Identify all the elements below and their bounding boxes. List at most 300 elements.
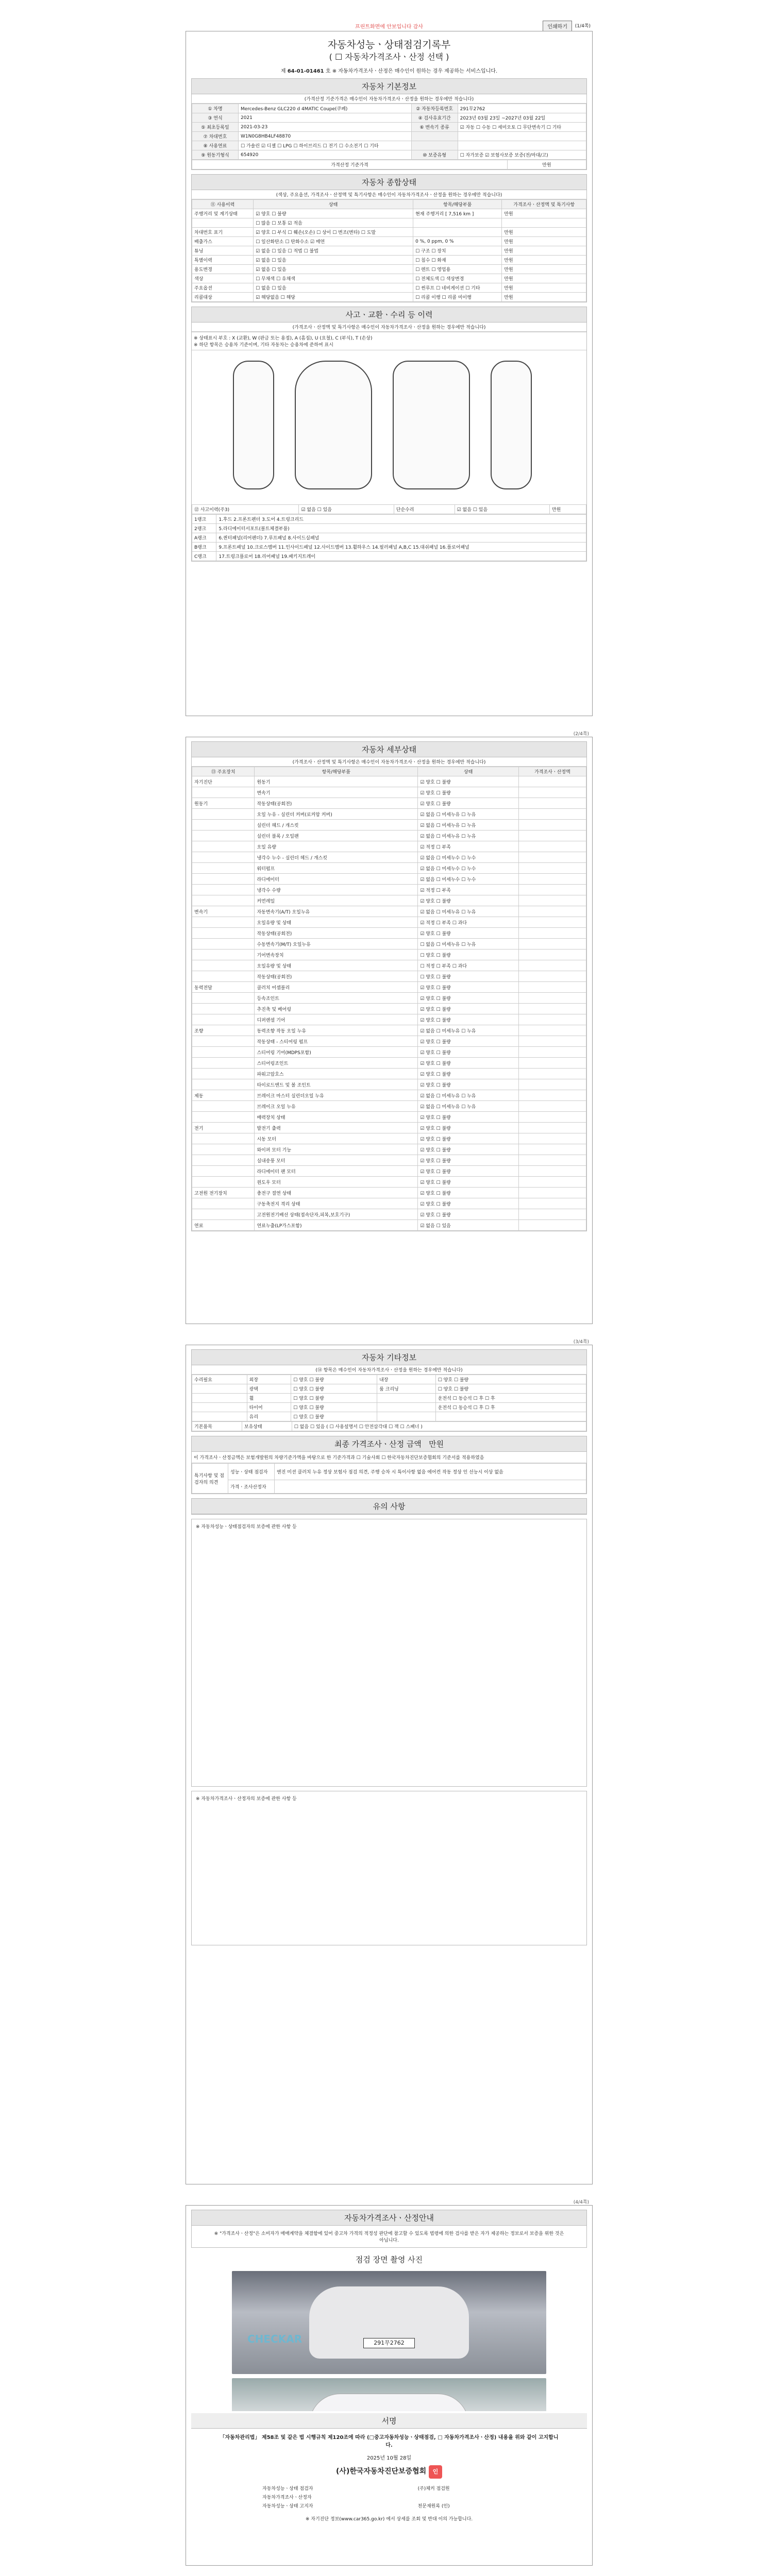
detail-title: 자동차 세부상태 xyxy=(192,742,586,757)
basic-row xyxy=(192,141,586,150)
detail-cell xyxy=(192,1133,255,1144)
summary-cell-item: ☐ 전체도색 ☐ 색상변경 xyxy=(413,274,502,283)
frame-cell: 9.프론트패널 10.크로스멤버 11.인사이드패널 12.사이드멤버 13.휠하우스 14.필러패널 A,B,C 15.대쉬패널 16.플로어패널 xyxy=(216,543,586,552)
basic-value2: 291무2762 xyxy=(458,104,586,113)
detail-price xyxy=(518,1209,586,1220)
detail-row xyxy=(192,820,586,831)
detail-price xyxy=(518,820,586,831)
detail-price xyxy=(518,1177,586,1188)
basic-key2: ⑩ 보증유형 xyxy=(411,150,458,160)
detail-cell: ☑ 양호 ☐ 불량 xyxy=(418,993,518,1004)
detail-header: ⑬ 주요장치 xyxy=(192,767,255,776)
etc-cell: ☐ 양호 ☐ 불량 xyxy=(291,1394,377,1403)
summary-cell-p: 만원 xyxy=(502,246,586,256)
car-right-side xyxy=(491,361,532,489)
detail-cell: 등속조인트 xyxy=(255,993,418,1004)
detail-cell xyxy=(192,1036,255,1047)
detail-price xyxy=(518,1004,586,1014)
detail-row xyxy=(192,1209,586,1220)
detail-cell xyxy=(192,1209,255,1220)
detail-row xyxy=(192,885,586,895)
role-row xyxy=(260,2501,518,2510)
frame-row xyxy=(192,524,586,533)
detail-cell: 시동 모터 xyxy=(255,1133,418,1144)
detail-cell: 스티어링조인트 xyxy=(255,1058,418,1069)
detail-cell: 동력조향 작동 오일 누유 xyxy=(255,1025,418,1036)
detail-price xyxy=(518,906,586,917)
basic-info-title: 자동차 기본정보 xyxy=(192,79,586,94)
summary-header-row xyxy=(192,200,586,209)
detail-price xyxy=(518,1014,586,1025)
detail-cell xyxy=(192,939,255,950)
detail-cell xyxy=(192,841,255,852)
etc-row xyxy=(192,1384,586,1394)
detail-price xyxy=(518,1058,586,1069)
detail-cell: ☑ 양호 ☐ 불량 xyxy=(418,1004,518,1014)
summary-cell-item xyxy=(413,218,502,228)
summary-cell-item xyxy=(413,228,502,237)
legend-2: ※ 하단 항목은 승용차 기준이며, 기타 자동차는 승용차에 준하여 표시 xyxy=(194,343,333,348)
detail-price xyxy=(518,787,586,798)
etc-note: (⑭ 항목은 매수인이 자동차가격조사ㆍ산정을 원하는 경우에만 적습니다) xyxy=(192,1365,586,1375)
detail-row xyxy=(192,928,586,939)
detail-row xyxy=(192,1101,586,1112)
detail-cell: 와이퍼 모터 기능 xyxy=(255,1144,418,1155)
etc-row xyxy=(192,1412,586,1421)
etc-cell: 광택 xyxy=(247,1384,291,1394)
detail-cell: 라디에이터 xyxy=(255,874,418,885)
car-top-view xyxy=(295,361,372,489)
detail-row xyxy=(192,982,586,993)
etc-table xyxy=(192,1375,586,1421)
detail-cell: 전기 xyxy=(192,1123,255,1133)
doc-subtitle: ( ☐ 자동차가격조사ㆍ산정 선택 ) xyxy=(329,52,449,62)
summary-cell-v: ☐ 많음 ☐ 보통 ☑ 적음 xyxy=(254,218,413,228)
summary-cell-p: 만원 xyxy=(502,274,586,283)
detail-cell: 작동상태(공회전) xyxy=(255,798,418,809)
detail-cell xyxy=(192,809,255,820)
frame-row xyxy=(192,533,586,543)
detail-row xyxy=(192,798,586,809)
summary-cell-p: 만원 xyxy=(502,237,586,246)
etc-cell: ☐ 양호 ☐ 불량 xyxy=(435,1384,586,1394)
detail-cell: 조향 xyxy=(192,1025,255,1036)
detail-row xyxy=(192,776,586,787)
detail-cell: 자기진단 xyxy=(192,776,255,787)
detail-cell: 브레이크 오일 누유 xyxy=(255,1101,418,1112)
summary-cell-v: ☑ 없음 ☐ 있음 xyxy=(254,256,413,265)
detail-row xyxy=(192,1112,586,1123)
detail-cell: 연료 xyxy=(192,1220,255,1231)
print-button[interactable]: 인쇄하기 xyxy=(543,21,572,31)
detail-price xyxy=(518,1155,586,1166)
doc-no: 64-01-01461 xyxy=(287,69,324,74)
detail-cell xyxy=(192,950,255,960)
summary-cell-item: ☐ 침수 ☐ 화재 xyxy=(413,256,502,265)
summary-table xyxy=(192,199,586,302)
basic-value2 xyxy=(458,141,586,150)
detail-cell: 윈도우 모터 xyxy=(255,1177,418,1188)
doc-title: 자동차성능ㆍ상태점검기록부 xyxy=(327,39,451,50)
special-a-label: 성능ㆍ상태 점검자 xyxy=(228,1464,275,1480)
detail-row xyxy=(192,1047,586,1058)
caution-box-1 xyxy=(191,1519,587,1787)
etc-cell: 타이어 xyxy=(247,1403,291,1412)
frame-cell: 6.퀸터패널(리어펜더) 7.루프패널 8.사이드실패널 xyxy=(216,533,586,543)
etc-cell xyxy=(377,1403,436,1412)
detail-cell: 냉각수 수량 xyxy=(255,885,418,895)
summary-cell-p: 만원 xyxy=(502,265,586,274)
etc-cell: 휠 xyxy=(247,1394,291,1403)
repair-label: 단순수리 xyxy=(394,505,455,514)
detail-cell: ☑ 양호 ☐ 불량 xyxy=(418,1209,518,1220)
detail-cell: 실린더 블록 / 오일팬 xyxy=(255,831,418,841)
detail-price xyxy=(518,1166,586,1177)
etc-cell xyxy=(377,1394,436,1403)
summary-cell-k: 주요옵션 xyxy=(192,283,254,293)
caution-title: 유의 사항 xyxy=(192,1499,586,1514)
detail-cell: ☑ 없음 ☐ 있음 xyxy=(418,1220,518,1231)
detail-cell: ☑ 적정 ☐ 부족 ☐ 과다 xyxy=(418,917,518,928)
final-price-header xyxy=(192,1436,586,1452)
etc-cell xyxy=(192,1394,247,1403)
detail-cell: 작동상태 - 스티어링 펌프 xyxy=(255,1036,418,1047)
detail-cell: 냉각수 누수 - 실린더 헤드 / 개스킷 xyxy=(255,852,418,863)
detail-price xyxy=(518,1079,586,1090)
summary-cell-k: 색상 xyxy=(192,274,254,283)
detail-cell xyxy=(192,1058,255,1069)
inspection-photo-1 xyxy=(232,2271,546,2374)
frame-cell: C랭크 xyxy=(192,552,216,561)
etc-row xyxy=(192,1394,586,1403)
detail-cell: ☑ 양호 ☐ 불량 xyxy=(418,1069,518,1079)
caution-section xyxy=(191,1498,587,1515)
detail-price xyxy=(518,885,586,895)
role-cell: 자동차성능ㆍ상태 고지자 xyxy=(262,2504,313,2509)
summary-cell-k xyxy=(192,218,254,228)
price-guide-title: 자동차가격조사ㆍ산정안내 xyxy=(192,2210,586,2226)
summary-header: ⑪ 사용이력 xyxy=(192,200,254,209)
summary-cell-v: ☑ 양호 ☐ 불량 xyxy=(254,209,413,218)
summary-row xyxy=(192,237,586,246)
detail-cell xyxy=(192,1079,255,1090)
detail-row xyxy=(192,1166,586,1177)
detail-cell: 동력전달 xyxy=(192,982,255,993)
detail-cell: ☑ 양호 ☐ 불량 xyxy=(418,1112,518,1123)
checkar-logo-1: CHECKAR xyxy=(247,2333,303,2345)
detail-row xyxy=(192,917,586,928)
page-3-number: (3/4쪽) xyxy=(573,1340,589,1345)
summary-cell-p: 만원 xyxy=(502,293,586,302)
detail-cell: ☑ 양호 ☐ 불량 xyxy=(418,895,518,906)
summary-row xyxy=(192,246,586,256)
basic-value: 2021 xyxy=(239,113,412,123)
summary-cell-k: 용도변경 xyxy=(192,265,254,274)
role-cell: 자동차성능ㆍ상태 점검자 xyxy=(262,2486,313,2492)
detail-cell: ☑ 양호 ☐ 불량 xyxy=(418,1123,518,1133)
summary-cell-v: ☐ 무채색 ☐ 유채색 xyxy=(254,274,413,283)
detail-cell: ☑ 양호 ☐ 불량 xyxy=(418,1047,518,1058)
special-b-label: 가격ㆍ조사산정자 xyxy=(228,1480,275,1494)
summary-row xyxy=(192,274,586,283)
detail-cell xyxy=(192,1155,255,1166)
basic-key: ③ 연식 xyxy=(192,113,239,123)
detail-cell: 클러치 어셈블리 xyxy=(255,982,418,993)
footer-note: ※ 자기진단 정보(www.car365.go.kr) 에서 상세를 조회 및 반대 이의 가능합니다. xyxy=(305,2517,473,2522)
etc-cell: ☐ 양호 ☐ 불량 xyxy=(291,1412,377,1421)
summary-cell-p: 만원 xyxy=(502,228,586,237)
doc-number-line xyxy=(186,66,592,74)
summary-row xyxy=(192,218,586,228)
etc-cell: 룸 크리닝 xyxy=(377,1384,436,1394)
print-notice: 프린트화면에 안보입니다 감사 xyxy=(355,24,423,30)
detail-price xyxy=(518,852,586,863)
basic-key2 xyxy=(411,132,458,141)
frame-row xyxy=(192,552,586,561)
accident-label: ⑫ 사고이력(주3) xyxy=(192,505,299,514)
summary-title: 자동차 종합상태 xyxy=(192,175,586,190)
detail-row xyxy=(192,863,586,874)
detail-cell: ☑ 없음 ☐ 미세누유 ☐ 누유 xyxy=(418,809,518,820)
final-title: 최종 가격조사ㆍ산정 금액 xyxy=(334,1439,422,1449)
basic-row xyxy=(192,104,586,113)
detail-row xyxy=(192,841,586,852)
detail-cell: ☐ 없음 ☐ 미세누유 ☐ 누유 xyxy=(418,939,518,950)
detail-row xyxy=(192,960,586,971)
basic-value2: ☐ 자가보증 ☑ 보험사보증 보증(전/마대/고) xyxy=(458,150,586,160)
detail-cell: ☑ 양호 ☐ 불량 xyxy=(418,1036,518,1047)
accident-note: (가격조사ㆍ산정액 및 특기사항은 매수인이 자동차가격조사ㆍ산정을 원하는 경우에만 적습니다) xyxy=(192,323,586,332)
detail-cell: 추진축 및 베어링 xyxy=(255,1004,418,1014)
detail-row xyxy=(192,1144,586,1155)
frame-row xyxy=(192,543,586,552)
final-price-section xyxy=(191,1436,587,1494)
basic-value: Mercedes-Benz GLC220 d 4MATIC Coupe(쿠페) xyxy=(239,104,412,113)
summary-cell-p: 만원 xyxy=(502,256,586,265)
detail-row xyxy=(192,939,586,950)
accident-price: 만원 xyxy=(549,505,586,514)
etc-cell: 운전석 ☐ 동승석 ☐ 후 ☐ 후 xyxy=(435,1394,586,1403)
sign-text: 「자동차관리법」 제58조 및 같은 법 시행규칙 제120조에 따라 (□중고자동차성능ㆍ상태점검, □ 자동차가격조사ㆍ산정) 내용을 위와 같이 고지합니다. xyxy=(220,2435,559,2448)
summary-header: 항목/해당부품 xyxy=(413,200,502,209)
summary-header: 상태 xyxy=(254,200,413,209)
detail-cell: ☑ 양호 ☐ 불량 xyxy=(418,1155,518,1166)
special-table xyxy=(192,1463,586,1494)
company-name: (사)한국자동차진단보증협회 xyxy=(336,2467,427,2476)
detail-price xyxy=(518,863,586,874)
detail-header-row xyxy=(192,767,586,776)
detail-cell: ☐ 적정 ☐ 부족 ☐ 과다 xyxy=(418,960,518,971)
basic-key2: ④ 검사유효기간 xyxy=(411,113,458,123)
car-frame-view xyxy=(393,361,470,489)
role-cell xyxy=(416,2493,518,2501)
basic-state-value: ☐ 없음 ☐ 있음 ( ☐ 사용설명서 ☐ 안전삼각대 ☐ 잭 ☐ 스패너 ) xyxy=(292,1422,586,1431)
detail-cell xyxy=(192,917,255,928)
basic-value: ☐ 가솔린 ☑ 디젤 ☐ LPG ☐ 하이브리드 ☐ 전기 ☐ 수소전기 ☐ 기타 xyxy=(239,141,412,150)
detail-price xyxy=(518,841,586,852)
basic-value: W1N0G8HB4LF48870 xyxy=(239,132,412,141)
basic-key2: ⑥ 변속기 종류 xyxy=(411,123,458,132)
frame-cell: 17.트렁크플로어 18.리어패널 19.패키지트레이 xyxy=(216,552,586,561)
price-guide-box xyxy=(191,2210,587,2248)
detail-price xyxy=(518,982,586,993)
basic-key2 xyxy=(411,141,458,150)
summary-row xyxy=(192,283,586,293)
etc-cell xyxy=(192,1412,247,1421)
detail-row xyxy=(192,1155,586,1166)
detail-price xyxy=(518,1112,586,1123)
final-note: 이 가격조사ㆍ산정금액은 보험개발원의 차량기준가액을 바탕으로 한 기준가격과 ☐ 기술사회 ☐ 한국자동차진단보증협회의 기준서를 적용하였음 xyxy=(192,1452,586,1463)
page-2 xyxy=(186,732,593,1324)
detail-cell xyxy=(192,831,255,841)
page-indicator: (1/4쪽) xyxy=(575,24,591,29)
detail-cell: ☑ 없음 ☐ 미세누유 ☐ 누유 xyxy=(418,1025,518,1036)
etc-cell: ☐ 양호 ☐ 불량 xyxy=(291,1375,377,1384)
sign-date: 2025년 10월 28일 xyxy=(366,2455,412,2461)
summary-cell-v: ☑ 양호 ☐ 부식 ☐ 훼손(오손) ☐ 상이 ☐ 변조(변타) ☐ 도말 xyxy=(254,228,413,237)
summary-cell-item: 현재 주행거리 [ 7,516 km ] xyxy=(413,209,502,218)
summary-cell-p xyxy=(502,218,586,228)
summary-cell-p: 만원 xyxy=(502,209,586,218)
detail-price xyxy=(518,1036,586,1047)
detail-cell: 원동기 xyxy=(192,798,255,809)
detail-price xyxy=(518,971,586,982)
detail-cell xyxy=(192,1101,255,1112)
top-bar xyxy=(186,21,593,30)
detail-cell: ☑ 적정 ☐ 부족 xyxy=(418,841,518,852)
detail-note: (가격조사ㆍ산정액 및 특기사항은 매수인이 자동차가격조사ㆍ산정을 원하는 경우에만 적습니다) xyxy=(192,757,586,767)
page-4-number: (4/4쪽) xyxy=(573,2200,589,2205)
detail-price xyxy=(518,1090,586,1101)
detail-price xyxy=(518,1025,586,1036)
summary-cell-item: ☐ 리콜 이행 ☐ 리콜 미이행 xyxy=(413,293,502,302)
photo-title: 점검 장면 촬영 사진 xyxy=(191,2252,587,2267)
detail-cell xyxy=(192,1047,255,1058)
detail-cell: ☑ 양호 ☐ 불량 xyxy=(418,1079,518,1090)
detail-cell: ☐ 양호 ☐ 불량 xyxy=(418,971,518,982)
detail-cell: ☑ 양호 ☐ 불량 xyxy=(418,1133,518,1144)
detail-cell: ☐ 양호 ☐ 불량 xyxy=(418,950,518,960)
basic-key: ⑤ 최초등록일 xyxy=(192,123,239,132)
basic-state-label: 보유상태 xyxy=(242,1422,292,1431)
price-guide-text: ※ "가격조사ㆍ산정"은 소비자가 매매계약을 체결함에 있어 중고차 가격의 적정성 판단에 참고할 수 있도록 법령에 의한 검사를 받은 자가 제공하는 정보로서 보증을 위한 것은 아닙니다. xyxy=(214,2231,564,2243)
detail-cell: ☑ 없음 ☐ 미세누유 ☐ 누유 xyxy=(418,831,518,841)
detail-cell: 작동상태(공회전) xyxy=(255,928,418,939)
detail-cell: ☑ 양호 ☐ 불량 xyxy=(418,1058,518,1069)
detail-price xyxy=(518,1047,586,1058)
detail-row xyxy=(192,1025,586,1036)
detail-price xyxy=(518,809,586,820)
detail-price xyxy=(518,1123,586,1133)
summary-cell-item: ☐ 렌트 ☐ 영업용 xyxy=(413,265,502,274)
detail-cell: ☑ 없음 ☐ 미세누수 ☐ 누수 xyxy=(418,863,518,874)
basic-value2 xyxy=(458,132,586,141)
etc-cell xyxy=(377,1412,436,1421)
summary-cell-k: 튜닝 xyxy=(192,246,254,256)
role-row xyxy=(260,2493,518,2501)
detail-row xyxy=(192,1123,586,1133)
basic-key: ⑧ 사용연료 xyxy=(192,141,239,150)
doc-no-suffix: 호 xyxy=(325,69,331,74)
detail-cell: 수동변속기(M/T) 오일누유 xyxy=(255,939,418,950)
detail-price xyxy=(518,831,586,841)
accident-section xyxy=(191,307,587,562)
basic-row xyxy=(192,132,586,141)
detail-cell: ☑ 없음 ☐ 미세누유 ☐ 누유 xyxy=(418,906,518,917)
detail-cell: ☑ 없음 ☐ 미세누유 ☐ 누유 xyxy=(418,820,518,831)
company-line xyxy=(186,2465,592,2479)
final-unit: 만원 xyxy=(429,1439,444,1449)
basic-key: ⑦ 차대번호 xyxy=(192,132,239,141)
accident-flags xyxy=(192,504,586,514)
frame-row xyxy=(192,515,586,524)
basic-value: 654920 xyxy=(239,150,412,160)
detail-cell: ☑ 없음 ☐ 미세누유 ☐ 누유 xyxy=(418,1090,518,1101)
detail-cell: ☑ 양호 ☐ 불량 xyxy=(418,982,518,993)
detail-cell xyxy=(192,885,255,895)
detail-header: 가격조사ㆍ산정액 xyxy=(518,767,586,776)
etc-cell: 유리 xyxy=(247,1412,291,1421)
detail-cell: 고전원전기배선 상태(접속단자,피복,보호기구) xyxy=(255,1209,418,1220)
detail-price xyxy=(518,776,586,787)
basic-row xyxy=(192,150,586,160)
detail-cell: 파워고압호스 xyxy=(255,1069,418,1079)
repair-value: ☑ 없음 ☐ 있음 xyxy=(455,505,549,514)
detail-price xyxy=(518,939,586,950)
special-a-value: 엔진 미션 클러치 누유 정상 보험사 점검 의견, 주행 승차 시 특이사항 없음 에어컨 작동 정상 인 선능시 이상 없음 xyxy=(275,1464,586,1480)
detail-cell: 오일유량 및 상태 xyxy=(255,960,418,971)
detail-cell: ☑ 양호 ☐ 불량 xyxy=(418,787,518,798)
detail-cell: 원동기 xyxy=(255,776,418,787)
summary-cell-p: 만원 xyxy=(502,283,586,293)
basic-key: ⑨ 원동기형식 xyxy=(192,150,239,160)
basic-items-row xyxy=(192,1421,586,1431)
caution-heading-2: ※ 자동차가격조사ㆍ산정자의 보증에 관한 사항 등 xyxy=(196,1797,297,1802)
detail-cell: 디퍼렌셜 기어 xyxy=(255,1014,418,1025)
detail-price xyxy=(518,1144,586,1155)
detail-cell: ☑ 양호 ☐ 불량 xyxy=(418,776,518,787)
page-2-number: (2/4쪽) xyxy=(573,732,589,737)
basic-price-row xyxy=(192,160,586,170)
detail-cell: 오일 누유 - 실린더 커버(로커암 커버) xyxy=(255,809,418,820)
doc-no-label: 제 xyxy=(280,69,286,74)
caution-heading-1: ※ 자동차성능ㆍ상태점검자의 보증에 관한 사항 등 xyxy=(196,1524,297,1530)
company-stamp: 인 xyxy=(429,2465,442,2479)
detail-row xyxy=(192,950,586,960)
role-cell: 자동차가격조사ㆍ산정자 xyxy=(262,2495,312,2500)
detail-price xyxy=(518,1133,586,1144)
special-label: 특기사항 및 점검자의 의견 xyxy=(192,1464,228,1494)
summary-cell-k: 주행거리 및 계기상태 xyxy=(192,209,254,218)
detail-row xyxy=(192,1198,586,1209)
detail-cell xyxy=(192,895,255,906)
detail-cell xyxy=(192,971,255,982)
basic-key2: ② 자동차등록번호 xyxy=(411,104,458,113)
etc-cell xyxy=(192,1384,247,1394)
etc-title: 자동차 기타정보 xyxy=(192,1350,586,1365)
frame-cell: 2랭크 xyxy=(192,524,216,533)
detail-cell: 오일 유량 xyxy=(255,841,418,852)
basic-row xyxy=(192,113,586,123)
detail-price xyxy=(518,1198,586,1209)
detail-cell xyxy=(192,874,255,885)
summary-cell-k: 차대번호 표기 xyxy=(192,228,254,237)
etc-cell: 운전석 ☐ 동승석 ☐ 후 ☐ 후 xyxy=(435,1403,586,1412)
detail-cell: 제동 xyxy=(192,1090,255,1101)
detail-price xyxy=(518,874,586,885)
special-b-value xyxy=(275,1480,586,1494)
detail-cell xyxy=(192,1004,255,1014)
